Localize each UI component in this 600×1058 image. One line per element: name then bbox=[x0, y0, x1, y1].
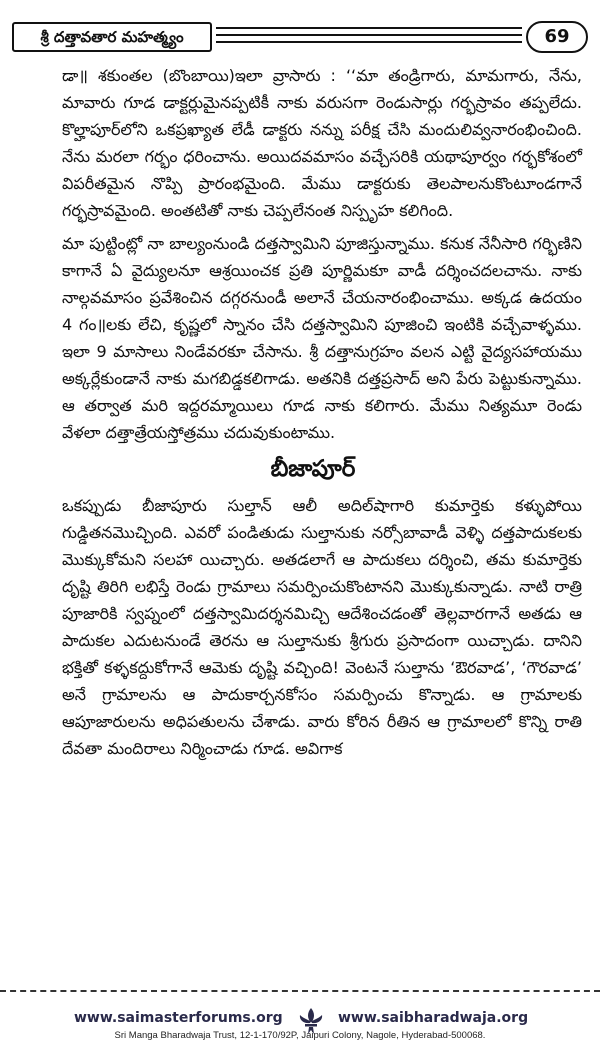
book-title: శ్రీ దత్తావతార మహత్మ్యం bbox=[12, 22, 212, 52]
page-body bbox=[62, 62, 582, 768]
section-heading: బీజాపూర్ bbox=[270, 456, 356, 482]
page-footer bbox=[0, 990, 600, 1058]
footer-divider bbox=[0, 990, 600, 992]
footer-link-saibharadwaja[interactable]: www.saibharadwaja.org bbox=[338, 1010, 529, 1026]
footer-address: Sri Manga Bharadwaja Trust, 12-1-170/92P, Jaipuri Colony, Nagole, Hyderabad-500068. bbox=[114, 1030, 486, 1041]
header-rules bbox=[216, 24, 522, 48]
footer-link-saimasterforums[interactable]: www.saimasterforums.org bbox=[74, 1010, 283, 1026]
section-paragraph: ఒకప్పుడు బీజాపూరు సుల్తాన్ ఆలీ అదిల్‌షాగారి కుమార్తెకు కళ్ళుపోయి గుడ్డితనమొచ్చింది. ఎవరో పండితుడు సుల్తానుకు నర్సోబావాడీ వెళ్ళి దత్తపాదుకలకు మొక్కుకోమని సలహా యిచ్చారు. అతడలాగే ఆ పాదుకలు దర్శించి, తమ కుమార్తెకు దృష్టి తిరిగి లభిస్తే రెండు గ్రామాలు సమర్పించుకొంటానని మొక్కుకున్నాడు. నాటి రాత్రి పూజారికి స్వప్నంలో దత్తస్వామిదర్శనమిచ్చి ఆదేశించడంతో తెల్లవారగానే అతడు ఆ పాదుకల ఎదుటనుండే తెరను ఆ సుల్తానుకు శ్రీగురు ప్రసాదంగా యిచ్చాడు. దానిని భక్తితో కళ్ళకద్దుకోగానే ఆమెకు దృష్టి వచ్చింది! వెంటనే సుల్తాను ‘ఔరవాడ’, ‘గౌరవాడ’ అనే గ్రామాలను ఆ పాదుకార్చనకోసం సమర్పించు కొన్నాడు. ఆ గ్రామాలకు ఆపూజారులను అధిపతులను చేశాడు. వారు కోరిన రీతిన ఆ గ్రామాలలో కొన్ని రాతి దేవతా మందిరాలు నిర్మించాడు గూడ. అవిగాక bbox=[62, 496, 582, 758]
page-number: 69 bbox=[526, 21, 588, 53]
paragraph-1: డా॥ శకుంతల (బొంబాయి)ఇలా వ్రాసారు : ‘‘మా తండ్రిగారు, మామగారు, నేను, మావారు గూడ డాక్టర్లుమైనప్పటికీ నాకు వరుసగా రెండుసార్లు గర్భస్రావం తప్పలేదు. కొల్హాపూర్‌లోని ఒకప్రఖ్యాత లేడీ డాక్టరు నన్ను పరీక్ష చేసి మందులివ్వనారంభించింది. నేను మరలా గర్భం ధరించాను. అయిదవమాసం వచ్చేసరికి యథాపూర్వం గర్భకోశంలో విపరీతమైన నొప్పి ప్రారంభమైంది. మేము డాక్టరుకు తెలపాలనుకొంటూండగానే గర్భస్రావమైంది. అంతటితో నాకు చెప్పలేనంత నిస్పృహ కలిగింది. bbox=[62, 66, 582, 220]
page-header bbox=[12, 22, 588, 52]
footer-links bbox=[0, 1010, 600, 1032]
paragraph-2: మా పుట్టింట్లో నా బాల్యంనుండి దత్తస్వామిని పూజిస్తున్నాము. కనుక నేనీసారి గర్భిణిని కాగానే ఏ వైద్యులనూ ఆశ్రయించక ప్రతి పూర్ణిమకూ వాడీ దర్శించదలచాను. నాకు నాల్గవమాసం ప్రవేశించిన దగ్గరనుండీ అలానే చేయనారంభించాము. అక్కడ ఉదయం 4 గం॥లకు లేచి, కృష్ణలో స్నానం చేసి దత్తస్వామిని పూజించి ఇంటికి వచ్చేవాళ్ళము. ఇలా 9 మాసాలు నిండేవరకూ చేసాను. శ్రీ దత్తానుగ్రహం వలన ఎట్టి వైద్యసహాయము అక్కర్లేకుండానే నాకు మగబిడ్డకలిగాడు. అతనికి దత్తప్రసాద్ అని పేరు పెట్టుకున్నాము. ఆ తర్వాత మరి ఇద్దరమ్మాయిలు గూడ నాకు కలిగారు. మేము నిత్యమూ రెండు వేళలా దత్తాత్రేయస్తోత్రము చదువుకుంటాము. bbox=[62, 234, 582, 442]
